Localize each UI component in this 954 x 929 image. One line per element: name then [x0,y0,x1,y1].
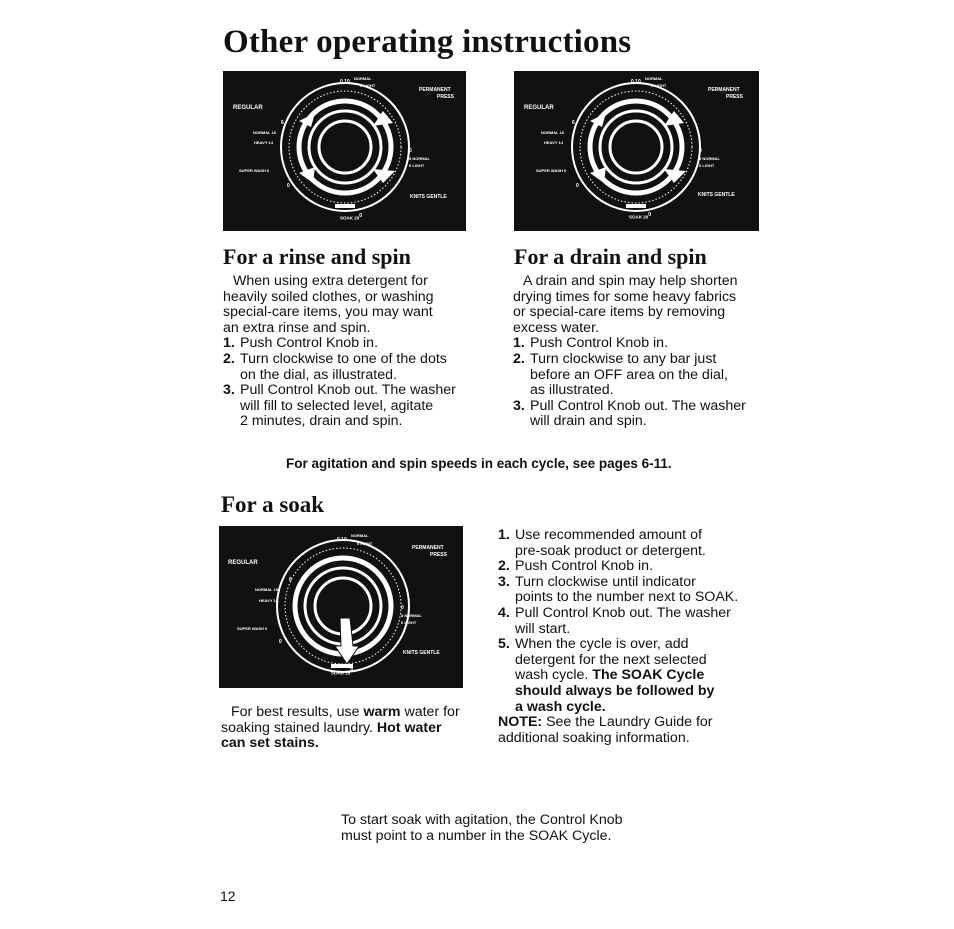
soak-steps [498,528,768,715]
dial-label-six-light-right: 6 LIGHT [409,163,425,168]
step-text: will drain and spin. [530,413,647,430]
dial-label-six: 6 [289,577,292,583]
dial-label-six-light: 6 LIGHT [357,541,373,546]
list-item [513,336,783,352]
caption-text-bold: Hot water [376,719,442,736]
soak-note [498,715,768,731]
step-text: Push Control Knob in. [530,335,669,352]
list-item [498,637,768,715]
soak-section [498,528,768,746]
dial-label-permanent: PERMANENT [708,87,740,93]
drain-section [513,274,783,430]
dial-label-soak: SOAK $20^0$ [331,668,354,676]
step-text: Push Control Knob in. [240,335,379,352]
dial-label-six-light-right: 6 LIGHT [699,163,715,168]
dial-label-heavy-14: HEAVY 14 [254,140,273,145]
step-number: 1. [498,527,510,543]
footer-note-line: must point to a number in the SOAK Cycle. [341,827,612,844]
step-text: points to the number next to SOAK. [515,589,739,606]
step-text: on the dial, as illustrated. [240,366,397,383]
dial-label-normal: NORMAL [351,533,369,538]
dial-label-press: PRESS [437,94,454,100]
dial-label-zero-ten: 0 10 [337,537,347,543]
step-text: before an OFF area on the dial, [530,366,728,383]
step-text: Use recommended amount of [515,527,702,543]
step-number: 1. [513,335,525,352]
step-number: 5. [498,636,510,653]
dial-label-zero-ten: 0 10 [631,79,641,85]
step-text: Push Control Knob in. [515,558,654,575]
dial-label-six: 6 [281,120,284,126]
drain-intro-line: A drain and spin may help shorten [523,273,738,289]
step-text: Turn clockwise to one of the dots [240,350,447,367]
rinse-intro-line: special-care items, you may want [223,304,433,321]
note-text: See the Laundry Guide for [542,714,713,731]
list-item [513,352,783,399]
dial-label-heavy-14: HEAVY 14 [259,598,278,603]
list-item [223,383,483,430]
dial-label-super-wash: SUPER WASH 6 [237,626,268,631]
list-item [223,336,483,352]
rinse-intro-line: When using extra detergent for [233,273,428,289]
step-text-bold: The SOAK Cycle [592,667,705,684]
dial-label-eight-normal: 8 NORMAL [409,156,430,161]
page-number: 12 [220,888,236,904]
dial-label-six-light: 6 LIGHT [360,83,376,88]
dial-label-six: 6 [572,120,575,126]
step-text-bold: should always be followed by [515,682,715,699]
step-text: Pull Control Knob out. The washer [240,382,456,399]
caption-text: water for [400,704,460,720]
dial-label-zero-left: 0 [287,183,290,189]
dial-illustration-rinse [223,71,466,231]
rinse-intro-line: an extra rinse and spin. [223,319,371,336]
dial-label-permanent: PERMANENT [412,545,444,551]
dial-label-super-wash: SUPER WASH 6 [536,168,567,173]
rinse-section [223,274,483,430]
drain-steps [513,336,783,430]
drain-intro-line: or special-care items by removing [513,304,726,321]
dial-label-soak: SOAK $20^0$ [340,213,363,221]
dial-illustration-drain [514,71,759,231]
list-item [498,575,768,606]
dial-label-zero-ten: 0 10 [340,79,350,85]
step-number: 2. [513,350,525,367]
dial-label-normal: NORMAL [645,76,663,81]
step-text: as illustrated. [530,382,614,399]
step-number: 3. [223,382,235,399]
step-text: will start. [515,620,571,637]
agitation-note: For agitation and spin speeds in each cycle, see pages 6-11. [286,456,672,471]
dial-label-zero-right: 0 [401,605,404,611]
page-title: Other operating instructions [223,24,632,60]
list-item [498,606,768,637]
dial-illustration-soak [219,526,463,688]
step-number: 3. [498,573,510,590]
rinse-intro-line: heavily soiled clothes, or washing [223,288,434,305]
caption-text-bold: can set stains. [221,735,319,752]
step-text: When the cycle is over, add [515,636,689,653]
step-text: 2 minutes, drain and spin. [240,413,403,430]
step-text: wash cycle. [515,667,593,684]
step-text: Pull Control Knob out. The washer [530,397,746,414]
dial-label-knits-gentle: KNITS GENTLE [698,192,735,198]
dial-label-zero-right: 0 [699,148,702,154]
dial-label-normal-10: NORMAL 10 [255,587,279,592]
drain-intro-line: drying times for some heavy fabrics [513,288,737,305]
footer-note-line: To start soak with agitation, the Control Knob [341,812,623,828]
dial-label-normal: NORMAL [354,76,372,81]
dial-label-heavy-14: HEAVY 14 [544,140,563,145]
dial-label-press: PRESS [726,94,743,100]
dial-label-normal-10: NORMAL 10 [253,130,277,135]
step-text: detergent for the next selected [515,651,707,668]
dial-drawing [223,71,466,231]
dial-label-zero-left: 0 [576,183,579,189]
note-label: NOTE: [498,714,543,731]
soak-heading: For a soak [221,492,325,517]
drain-intro-line: excess water. [513,319,599,336]
dial-label-knits-gentle: KNITS GENTLE [403,650,440,656]
dial-label-regular: REGULAR [228,560,258,566]
step-number: 4. [498,604,510,621]
caption-text: soaking stained laundry. [221,719,377,736]
dial-label-zero-left: 0 [279,639,282,645]
step-text: Pull Control Knob out. The washer [515,604,731,621]
soak-caption [221,705,481,752]
dial-label-zero-right: 0 [409,148,412,154]
step-text: pre-soak product or detergent. [515,542,706,559]
step-number: 2. [498,558,510,575]
step-text-bold: a wash cycle. [515,698,606,715]
step-number: 1. [223,335,235,352]
caption-text-bold: warm [363,704,401,720]
step-text: Turn clockwise to any bar just [530,350,717,367]
dial-label-six-light: 6 LIGHT [651,83,667,88]
footer-note [341,813,661,844]
dial-label-regular: REGULAR [233,105,263,111]
dial-label-permanent: PERMANENT [419,87,451,93]
list-item [223,352,483,383]
dial-label-regular: REGULAR [524,105,554,111]
dial-label-six-light-right: 6 LIGHT [401,620,417,625]
rinse-heading: For a rinse and spin [223,244,411,269]
dial-label-super-wash: SUPER WASH 6 [239,168,270,173]
step-number: 3. [513,397,525,414]
dial-drawing [514,71,759,231]
rinse-steps [223,336,483,430]
step-text: Turn clockwise until indicator [515,573,696,590]
dial-label-eight-normal: 8 NORMAL [699,156,720,161]
step-number: 2. [223,350,235,367]
dial-label-normal-10: NORMAL 10 [541,130,565,135]
dial-label-knits-gentle: KNITS GENTLE [410,194,447,200]
note-text: additional soaking information. [498,729,690,746]
caption-text: For best results, use [231,704,364,720]
dial-label-eight-normal: 8 NORMAL [401,613,422,618]
list-item [498,559,768,575]
dial-label-press: PRESS [430,552,447,558]
list-item [513,399,783,430]
list-item [498,528,768,559]
dial-label-soak: SOAK $20^0$ [629,212,652,220]
step-text: will fill to selected level, agitate [240,397,434,414]
drain-heading: For a drain and spin [514,244,707,269]
